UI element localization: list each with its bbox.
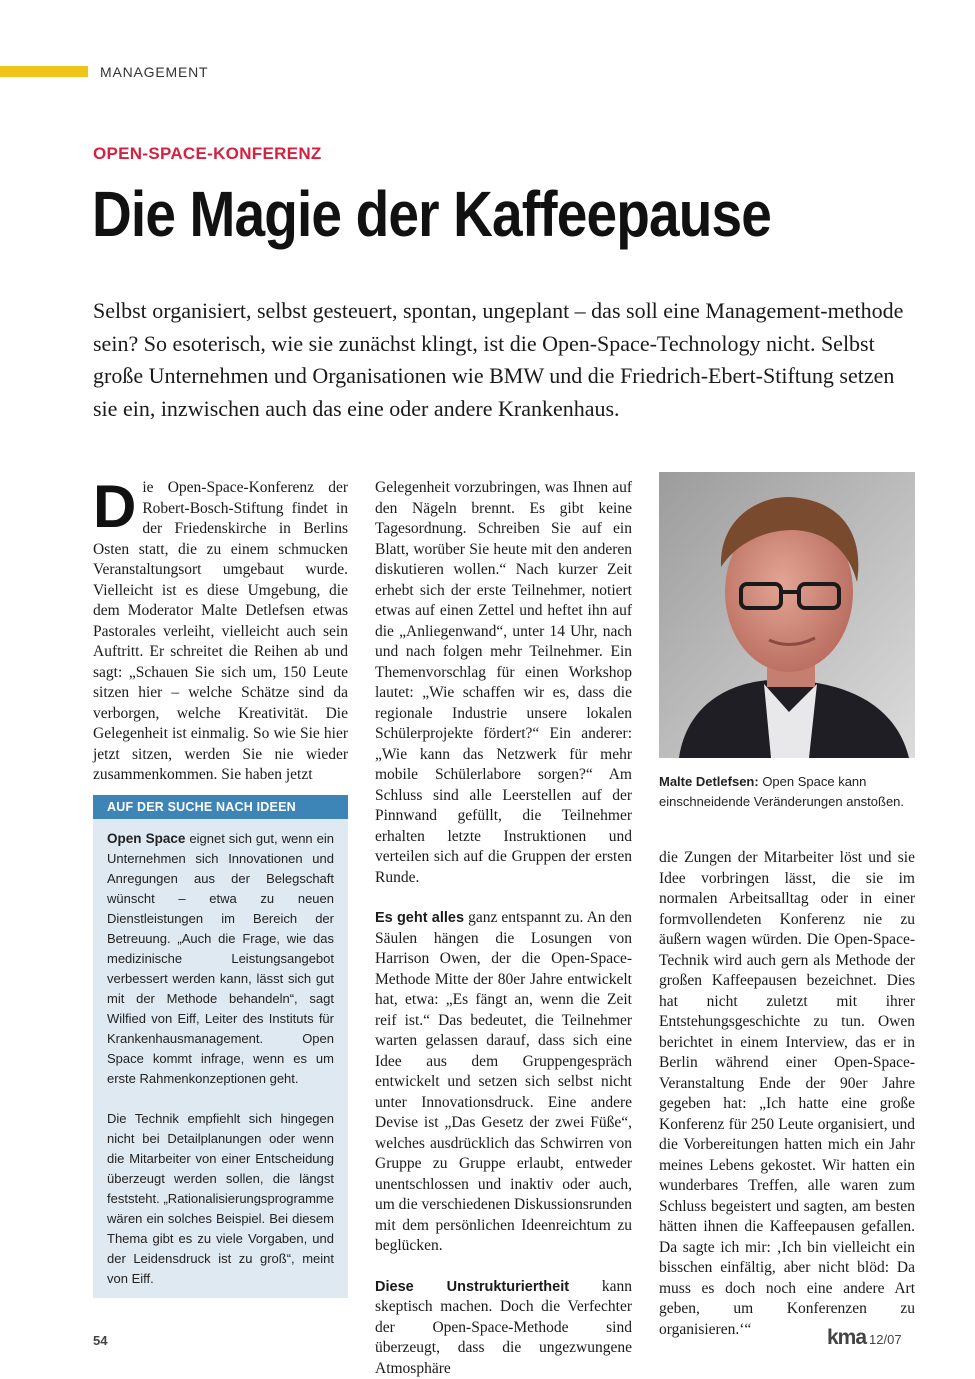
article-column-3 xyxy=(659,848,915,1340)
page-number: 54 xyxy=(93,1333,108,1348)
section-label: MANAGEMENT xyxy=(100,64,209,80)
caption-text: Open Space kann einschneidende Veränderungen anstoßen. xyxy=(659,774,905,809)
column-2-text-2: ganz entspannt zu. An den Säulen hängen die Losungen von Harrison Owen, der die Open-Space-Methode Mitte der 80er Jahre entwickelt hat, etwa: „Es fängt an, wenn die Zeit reif ist.“ Das bedeutet, die Teilnehmer warten gelassen darauf, dass sich eine Idee aus dem Gruppengespräch entwickelt und setzen sich selbst nicht unter Innovationsdruck. Eine andere Devise ist „Das Gesetz der zwei Füße“, welches ausdrücklich das Schwirren von Gruppe zu Gruppe erlaubt, entweder unentschlossen und inaktiv oder auch, um die verschiedenen Diskussionsrunden mit dem persönlichen Ideenreichtum zu beglücken. xyxy=(375,909,632,1254)
article-column-1 xyxy=(93,473,348,786)
subhead-unstrukturiertheit: Diese Unstrukturiertheit xyxy=(375,1278,570,1295)
footer-issue xyxy=(827,1326,902,1350)
column-1-text: ie Open-Space-Konferenz der Robert-Bosch-Stiftung findet in der Friedenskirche in Berlins Osten statt, die zu einem schmucken Veranstaltungsort umgebaut wurde. Vielleicht ist es diese Umgebung, die dem Moderator Malte Detlefsen etwas Pastorales verleiht, vielleicht auch sein Auftritt. Er schreitet die Reihen ab und sagt: „Schauen Sie sich um, 150 Leute sitzen hier – welche Schätze sind da verborgen, welche Kreativität. Die Gelegenheit ist einmalig. So wie Sie hier jetzt sitzen, werden Sie nie wieder zusammenkommen. Sie haben jetzt xyxy=(93,479,348,783)
article-lead: Selbst organisiert, selbst gesteuert, spontan, ungeplant – das soll eine Management-methode sein? So esoterisch, wie sie zunächst klingt, ist die Open-Space-Technology nicht. Selbst große Unternehmen und Organisationen wie BMW und die Friedrich-Ebert-Stiftung setzen sie ein, inzwischen auch das eine oder andere Krankenhaus. xyxy=(93,298,904,421)
info-box-lead-in: Open Space xyxy=(107,831,186,846)
info-box-paragraph-1 xyxy=(107,829,334,1089)
photo-caption xyxy=(659,772,915,812)
magazine-logo: kma xyxy=(827,1326,867,1349)
column-3-paragraph: die Zungen der Mitarbeiter löst und sie Idee vorbringen lässt, die sie im normalen Arbeitsalltag oder in einer formvollendeten Konferenz nie zu äußern wagen würden. Die Open-Space-Technik wird auch gern als Methode der großen Kaffeepausen bezeichnet. Dies hat nicht zuletzt mit ihrer Entstehungsgeschichte zu tun. Owen berichtet in einem Interview, das er in Berlin während einer Open-Space-Veranstaltung Ende der 90er Jahre gegeben hat: „Ich hatte eine große Konferenz für 250 Leute organisiert, und die Vorbereitungen hatten mich ein Jahr meines Lebens gekostet. Wir hatten ein wunderbares Treffen, alle waren zum Schluss begeistert und sagten, am besten hätten ihnen die Kaffeepausen gefallen. Da sagte ich mir: ‚Ich bin vielleicht ein bisschen einfältig, aber nicht blöd: Da muss es doch noch eine andere Art geben, um Konferenzen zu organisieren.‘“ xyxy=(659,849,915,1338)
subhead-es-geht-alles: Es geht alles xyxy=(375,910,465,926)
column-2-paragraph-1: Gelegenheit vorzubringen, was Ihnen auf den Nägeln brennt. Es gibt keine Tagesordnung. Schreiben Sie auf ein Blatt, worüber Sie heute mit den anderen diskutieren wollen.“ Nach kurzer Zeit erhebt sich der erste Teilnehmer, notiert etwas auf einen Zettel und heftet ihn auf die „Anliegenwand“, unter 14 Uhr, nach und nach folgen mehr Teilnehmer. Ein Themenvorschlag für einen Workshop lautet: „Wie schaffen wir es, dass die regionale Industrie unsere lokalen Schülerprojekte fördert?“ Ein anderer: „Wie kann das Netzwerk für mehr mobile Schülerlabore sorgen?“ Am Schluss sind alle Leerstellen auf der Pinnwand gefüllt, die Teilnehmer erhalten letzte Instruktionen und verteilen sich auf die Gruppen der ersten Runde. xyxy=(375,479,632,886)
drop-cap: D xyxy=(93,473,137,540)
article-column-2 xyxy=(375,478,632,1379)
article-kicker: OPEN-SPACE-KONFERENZ xyxy=(93,144,322,163)
column-2-text-3: kann skeptisch machen. Doch die Verfechter der Open-Space-Methode sind überzeugt, dass die ungezwungene Atmosphäre xyxy=(375,1277,632,1377)
info-box-text-1: eignet sich gut, wenn ein Unternehmen sich Innovationen und Anregungen aus der Belegschaft wünscht – etwa zu neuen Dienstleistungen im Bereich der Betreuung. „Auch die Frage, wie das medizinische Leistungsangebot verbessert werden kann, lässt sich gut mit der Methode behandeln“, sagt Wilfied von Eiff, Leiter des Instituts für Krankenhausmanagement. Open Space kommt infrage, wenn es um erste Rahmenkonzeptionen geht. xyxy=(107,831,334,1086)
column-1-paragraph xyxy=(93,473,348,786)
portrait-illustration xyxy=(659,472,915,758)
issue-number: 12/07 xyxy=(869,1332,902,1347)
section-accent-bar xyxy=(0,66,88,77)
portrait-photo xyxy=(659,472,915,758)
article-headline: Die Magie der Kaffeepause xyxy=(92,178,771,250)
column-2-paragraph-2 xyxy=(375,908,632,1257)
caption-name: Malte Detlefsen: xyxy=(659,774,759,789)
info-box xyxy=(93,795,348,1298)
info-box-title: AUF DER SUCHE NACH IDEEN xyxy=(93,795,348,819)
info-box-body xyxy=(93,819,348,1289)
column-2-paragraph-3 xyxy=(375,1277,632,1379)
info-box-paragraph-2: Die Technik empfiehlt sich hingegen nicht bei Detailplanungen oder wenn die Mitarbeiter von einer Entscheidung überzeugt werden sollen, die längst feststeht. „Rationalisierungsprogramme wären ein solches Beispiel. Bei diesem Thema gibt es zu viele Vorgaben, und der Leidensdruck ist zu groß“, meint von Eiff. xyxy=(107,1111,334,1286)
